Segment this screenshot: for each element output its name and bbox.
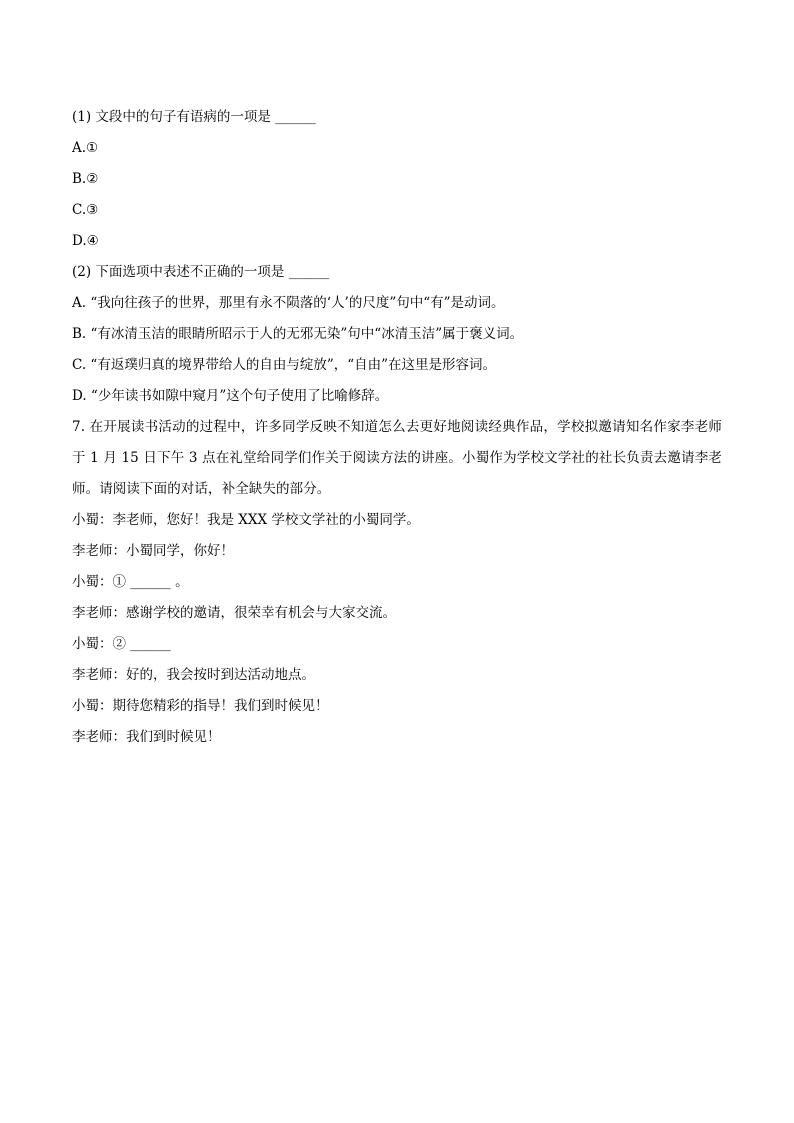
dialogue-line: 小蜀：期待您精彩的指导！我们到时候见！ bbox=[72, 698, 329, 714]
question-1-option-d: D.④ bbox=[72, 233, 99, 249]
question-7-prompt: 7. 在开展读书活动的过程中，许多同学反映不知道怎么去更好地阅读经典作品，学校拟邀请知名作家李老师于 1 月 15 日下午 3 点在礼堂给同学们作关于阅读方法的讲座。小蜀作为学校文学社的社长负责去邀请李老师。请阅读下面的对话，补全缺失的部分。 bbox=[72, 419, 722, 497]
question-1-option-b: B.② bbox=[72, 171, 99, 187]
document-page bbox=[72, 102, 722, 753]
question-2-option-a: A. “我向往孩子的世界，那里有永不陨落的‘人’的尺度”句中“有”是动词。 bbox=[72, 295, 505, 311]
question-2-stem: (2) 下面选项中表述不正确的一项是 ______ bbox=[72, 264, 330, 280]
question-2-option-c: C. “有返璞归真的境界带给人的自由与绽放”，“自由”在这里是形容词。 bbox=[72, 357, 497, 373]
dialogue-line: 李老师：小蜀同学，你好！ bbox=[72, 543, 234, 559]
dialogue-line-blank-1: 小蜀：① ______ 。 bbox=[72, 574, 189, 590]
dialogue-line: 李老师：好的，我会按时到达活动地点。 bbox=[72, 667, 315, 683]
question-2-option-d: D. “少年读书如隙中窥月”这个句子使用了比喻修辞。 bbox=[72, 388, 389, 404]
question-1-option-a: A.① bbox=[72, 140, 99, 156]
question-2-option-b: B. “有冰清玉洁的眼睛所昭示于人的无邪无染”句中“冰清玉洁”属于褒义词。 bbox=[72, 326, 524, 342]
dialogue-line: 小蜀：李老师，您好！我是 XXX 学校文学社的小蜀同学。 bbox=[72, 512, 420, 528]
dialogue-line: 李老师：感谢学校的邀请，很荣幸有机会与大家交流。 bbox=[72, 605, 396, 621]
question-1-stem: (1) 文段中的句子有语病的一项是 ______ bbox=[72, 109, 316, 125]
dialogue-line: 李老师：我们到时候见！ bbox=[72, 729, 221, 745]
question-1-option-c: C.③ bbox=[72, 202, 99, 218]
dialogue-line-blank-2: 小蜀：② ______ bbox=[72, 636, 171, 652]
